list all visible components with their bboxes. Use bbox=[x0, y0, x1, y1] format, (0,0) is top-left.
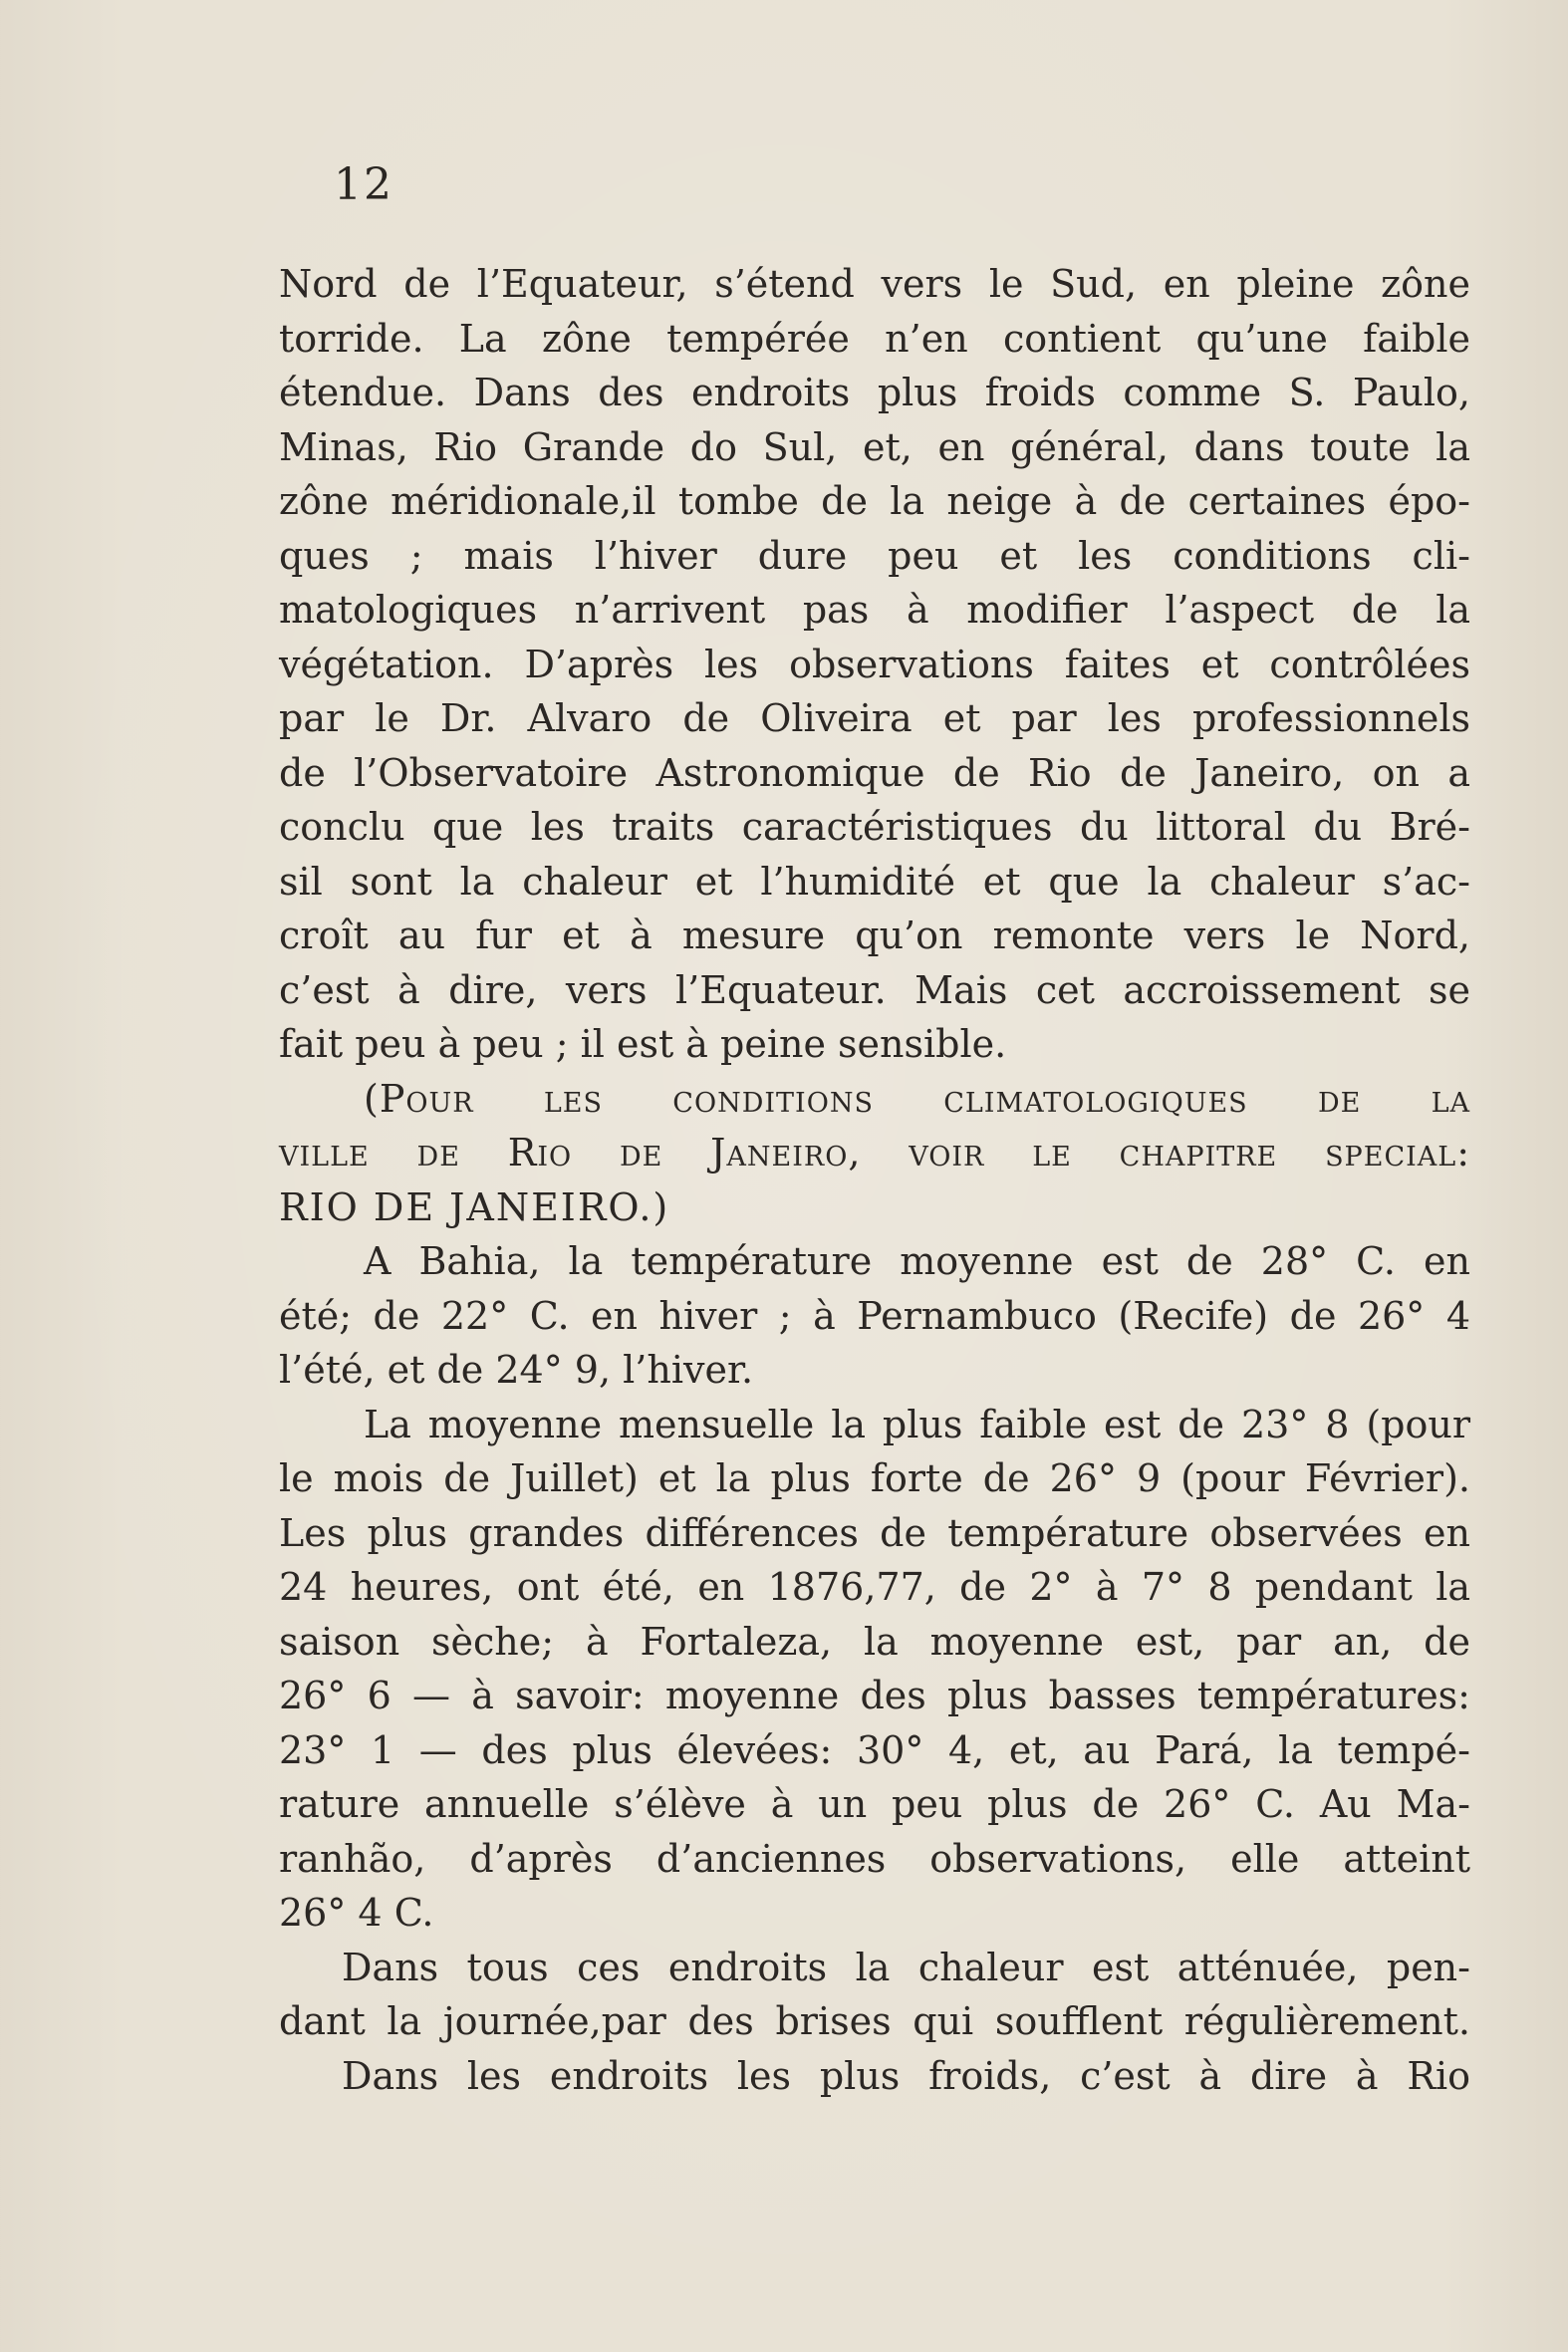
text-line: saison sèche; à Fortaleza, la moyenne est, par an, de bbox=[279, 1619, 1470, 1664]
text-line: été; de 22° C. en hiver ; à Pernambuco (Recife) de 26° 4 bbox=[279, 1293, 1470, 1338]
text-line: Nord de l’Equateur, s’étend vers le Sud, en pleine zône bbox=[279, 262, 1470, 306]
text-line: 24 heures, ont été, en 1876,77, de 2° à 7° 8 pendant la bbox=[279, 1565, 1470, 1609]
text-line: Dans tous ces endroits la chaleur est atténuée, pen- bbox=[342, 1945, 1470, 1989]
note-line: (Pour les conditions climatologiques de la bbox=[364, 1076, 1470, 1121]
text-line: conclu que les traits caractéristiques du littoral du Bré- bbox=[279, 805, 1470, 849]
text-line: de l’Observatoire Astronomique de Rio de Janeiro, on a bbox=[279, 750, 1470, 795]
body-text bbox=[279, 257, 1470, 2103]
text-line: torride. La zône tempérée n’en contient qu’une faible bbox=[279, 316, 1470, 361]
text-line: 26° 6 — à savoir: moyenne des plus basses températures: bbox=[279, 1674, 1470, 1717]
text-line: dant la journée,par des brises qui soufflent régulièrement. bbox=[279, 1999, 1470, 2043]
text-line: sil sont la chaleur et l’humidité et que la chaleur s’ac- bbox=[279, 859, 1470, 904]
text-line: 26° 4 C. bbox=[279, 1891, 434, 1935]
page-number: 12 bbox=[334, 159, 393, 210]
text-line: par le Dr. Alvaro de Oliveira et par les professionnels bbox=[279, 696, 1470, 740]
text-line: Minas, Rio Grande do Sul, et, en général, dans toute la bbox=[279, 424, 1470, 469]
text-line: étendue. Dans des endroits plus froids comme S. Paulo, bbox=[279, 371, 1470, 414]
text-line: ranhão, d’après d’anciennes observations, elle atteint bbox=[279, 1836, 1470, 1881]
text-line: croît au fur et à mesure qu’on remonte vers le Nord, bbox=[279, 914, 1470, 957]
note-line: RIO DE JANEIRO.) bbox=[279, 1184, 670, 1229]
text-line: A Bahia, la température moyenne est de 28° C. en bbox=[364, 1239, 1470, 1283]
text-line: rature annuelle s’élève à un peu plus de 26° C. Au Ma- bbox=[279, 1782, 1470, 1826]
text-line: c’est à dire, vers l’Equateur. Mais cet accroissement se bbox=[279, 967, 1470, 1012]
note-line: ville de Rio de Janeiro, voir le chapitre special: bbox=[279, 1131, 1470, 1175]
text-line: végétation. D’après les observations faites et contrôlées bbox=[279, 642, 1470, 686]
text-line: l’été, et de 24° 9, l’hiver. bbox=[279, 1348, 754, 1392]
text-line: Dans les endroits les plus froids, c’est à dire à Rio bbox=[342, 2053, 1470, 2098]
text-line: matologiques n’arrivent pas à modifier l’aspect de la bbox=[279, 588, 1470, 632]
text-line: La moyenne mensuelle la plus faible est de 23° 8 (pour bbox=[364, 1402, 1470, 1446]
text-line: le mois de Juillet) et la plus forte de 26° 9 (pour Février). bbox=[279, 1456, 1470, 1500]
text-line: 23° 1 — des plus élevées: 30° 4, et, au Pará, la tempé- bbox=[279, 1727, 1470, 1772]
text-line: fait peu à peu ; il est à peine sensible. bbox=[279, 1022, 1007, 1066]
text-line: zône méridionale,il tombe de la neige à de certaines épo- bbox=[279, 479, 1470, 523]
text-line: ques ; mais l’hiver dure peu et les conditions cli- bbox=[279, 533, 1470, 578]
text-line: Les plus grandes différences de température observées en bbox=[279, 1510, 1470, 1555]
